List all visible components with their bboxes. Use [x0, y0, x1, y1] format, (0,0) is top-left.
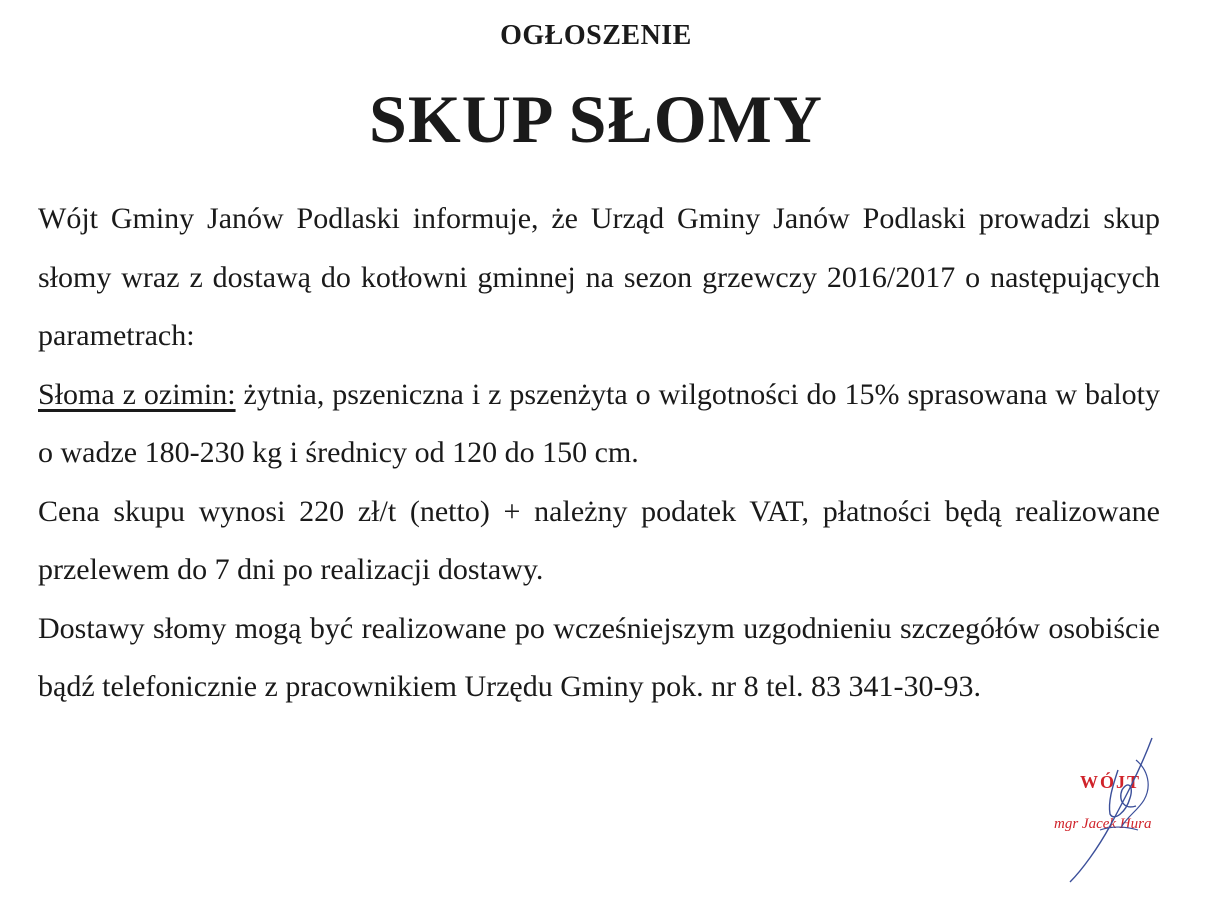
- stamp-title: WÓJT: [1080, 772, 1142, 792]
- intro-paragraph: Wójt Gminy Janów Podlaski informuje, że Urząd Gminy Janów Podlaski prowadzi skup słomy wraz z dostawą do kotłowni gminnej na sezon grzewczy 2016/2017 o następujących parametrach:: [38, 202, 1160, 352]
- official-stamp: [1040, 730, 1210, 890]
- announcement-label: OGŁOSZENIE: [500, 20, 692, 51]
- straw-label: Słoma z ozimin:: [38, 377, 236, 411]
- straw-paragraph: [38, 366, 1160, 483]
- announcement-body: [38, 190, 1160, 717]
- price-paragraph: Cena skupu wynosi 220 zł/t (netto) + należny podatek VAT, płatności będą realizowane przelewem do 7 dni po realizacji dostawy.: [38, 494, 1160, 586]
- handwritten-signature: [1040, 730, 1210, 890]
- straw-description: żytnia, pszeniczna i z pszenżyta o wilgotności do 15% sprasowana w baloty o wadze 180-230 kg i średnicy od 120 do 150 cm.: [38, 377, 1160, 469]
- announcement-title: SKUP SŁOMY: [369, 81, 823, 157]
- stamp-name: mgr Jacek Hura: [1054, 816, 1152, 832]
- delivery-paragraph: Dostawy słomy mogą być realizowane po wcześniejszym uzgodnieniu szczegółów osobiście bądź telefonicznie z pracownikiem Urzędu Gminy pok. nr 8 tel. 83 341-30-93.: [38, 611, 1160, 703]
